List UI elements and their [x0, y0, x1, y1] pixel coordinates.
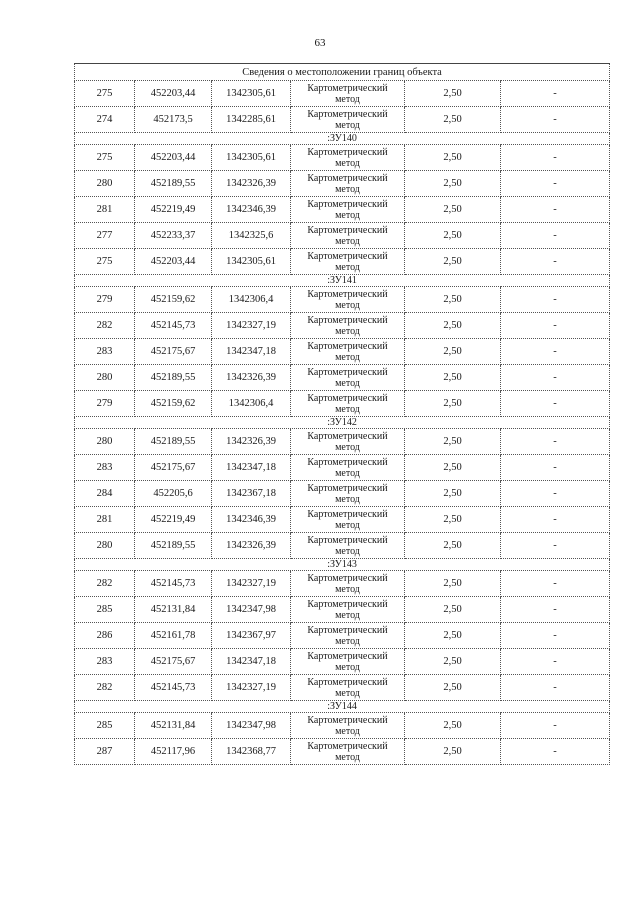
- parcel-header-row: [75, 559, 610, 571]
- table-row: [75, 365, 610, 391]
- point-number: 275: [75, 249, 135, 275]
- table-row: [75, 597, 610, 623]
- method-line-2: метод: [335, 93, 360, 105]
- method-line-2: метод: [335, 261, 360, 273]
- method-line-1: Картометрический: [307, 172, 388, 184]
- determination-method: [291, 287, 405, 313]
- method-line-2: метод: [335, 725, 360, 737]
- determination-method: [291, 339, 405, 365]
- method-line-1: Картометрический: [307, 250, 388, 262]
- table-row: [75, 339, 610, 365]
- method-line-1: Картометрический: [307, 456, 388, 468]
- method-line-2: метод: [335, 467, 360, 479]
- description-cell: -: [501, 107, 610, 133]
- accuracy-value: 2,50: [405, 313, 501, 339]
- point-number: 282: [75, 675, 135, 701]
- coordinate-x: 452131,84: [135, 713, 212, 739]
- method-line-1: Картометрический: [307, 508, 388, 520]
- coordinate-x: 452175,67: [135, 339, 212, 365]
- determination-method: [291, 391, 405, 417]
- description-cell: -: [501, 171, 610, 197]
- coordinate-y: 1342306,4: [212, 391, 291, 417]
- table-row: [75, 145, 610, 171]
- point-number: 275: [75, 145, 135, 171]
- method-line-1: Картометрический: [307, 82, 388, 94]
- determination-method: [291, 571, 405, 597]
- method-line-2: метод: [335, 209, 360, 221]
- description-cell: -: [501, 533, 610, 559]
- determination-method: [291, 455, 405, 481]
- description-cell: -: [501, 391, 610, 417]
- table-row: [75, 455, 610, 481]
- accuracy-value: 2,50: [405, 223, 501, 249]
- method-line-1: Картометрический: [307, 340, 388, 352]
- table-row: [75, 287, 610, 313]
- determination-method: [291, 81, 405, 107]
- parcel-label: :ЗУ142: [75, 417, 610, 429]
- description-cell: -: [501, 623, 610, 649]
- coordinate-x: 452175,67: [135, 455, 212, 481]
- coordinate-x: 452189,55: [135, 365, 212, 391]
- coordinates-table-body: [75, 64, 610, 765]
- parcel-header-row: [75, 133, 610, 145]
- description-cell: -: [501, 571, 610, 597]
- description-cell: -: [501, 81, 610, 107]
- coordinate-y: 1342367,18: [212, 481, 291, 507]
- point-number: 280: [75, 429, 135, 455]
- method-line-2: метод: [335, 351, 360, 363]
- point-number: 275: [75, 81, 135, 107]
- accuracy-value: 2,50: [405, 739, 501, 765]
- method-line-2: метод: [335, 119, 360, 131]
- method-line-1: Картометрический: [307, 224, 388, 236]
- determination-method: [291, 365, 405, 391]
- determination-method: [291, 107, 405, 133]
- description-cell: -: [501, 197, 610, 223]
- method-line-2: метод: [335, 751, 360, 763]
- point-number: 280: [75, 533, 135, 559]
- table-title: Сведения о местоположении границ объекта: [75, 64, 610, 81]
- coordinate-y: 1342305,61: [212, 81, 291, 107]
- description-cell: -: [501, 249, 610, 275]
- parcel-label: :ЗУ141: [75, 275, 610, 287]
- accuracy-value: 2,50: [405, 145, 501, 171]
- coordinate-x: 452205,6: [135, 481, 212, 507]
- accuracy-value: 2,50: [405, 197, 501, 223]
- accuracy-value: 2,50: [405, 107, 501, 133]
- determination-method: [291, 623, 405, 649]
- description-cell: -: [501, 675, 610, 701]
- determination-method: [291, 223, 405, 249]
- table-row: [75, 391, 610, 417]
- coordinate-x: 452175,67: [135, 649, 212, 675]
- accuracy-value: 2,50: [405, 571, 501, 597]
- point-number: 281: [75, 197, 135, 223]
- accuracy-value: 2,50: [405, 339, 501, 365]
- point-number: 277: [75, 223, 135, 249]
- coordinate-x: 452203,44: [135, 145, 212, 171]
- page-number: 63: [314, 37, 326, 49]
- method-line-2: метод: [335, 403, 360, 415]
- point-number: 280: [75, 171, 135, 197]
- point-number: 287: [75, 739, 135, 765]
- point-number: 285: [75, 713, 135, 739]
- description-cell: -: [501, 339, 610, 365]
- accuracy-value: 2,50: [405, 597, 501, 623]
- determination-method: [291, 649, 405, 675]
- description-cell: -: [501, 455, 610, 481]
- method-line-2: метод: [335, 583, 360, 595]
- accuracy-value: 2,50: [405, 623, 501, 649]
- accuracy-value: 2,50: [405, 429, 501, 455]
- accuracy-value: 2,50: [405, 171, 501, 197]
- determination-method: [291, 171, 405, 197]
- coordinate-y: 1342368,77: [212, 739, 291, 765]
- coordinate-x: 452219,49: [135, 507, 212, 533]
- method-line-2: метод: [335, 235, 360, 247]
- coordinate-y: 1342347,18: [212, 649, 291, 675]
- coordinate-x: 452203,44: [135, 81, 212, 107]
- determination-method: [291, 249, 405, 275]
- description-cell: -: [501, 713, 610, 739]
- coordinate-x: 452189,55: [135, 171, 212, 197]
- accuracy-value: 2,50: [405, 675, 501, 701]
- coordinate-x: 452161,78: [135, 623, 212, 649]
- method-line-1: Картометрический: [307, 392, 388, 404]
- accuracy-value: 2,50: [405, 649, 501, 675]
- accuracy-value: 2,50: [405, 481, 501, 507]
- table-row: [75, 429, 610, 455]
- point-number: 283: [75, 455, 135, 481]
- determination-method: [291, 313, 405, 339]
- table-row: [75, 533, 610, 559]
- parcel-header-row: [75, 275, 610, 287]
- coordinate-y: 1342325,6: [212, 223, 291, 249]
- coordinate-x: 452117,96: [135, 739, 212, 765]
- coordinate-y: 1342326,39: [212, 533, 291, 559]
- point-number: 284: [75, 481, 135, 507]
- coordinate-x: 452145,73: [135, 313, 212, 339]
- coordinate-x: 452145,73: [135, 675, 212, 701]
- point-number: 283: [75, 649, 135, 675]
- table-row: [75, 713, 610, 739]
- coordinate-x: 452173,5: [135, 107, 212, 133]
- method-line-1: Картометрический: [307, 650, 388, 662]
- description-cell: -: [501, 313, 610, 339]
- determination-method: [291, 597, 405, 623]
- table-title-row: [75, 64, 610, 81]
- determination-method: [291, 481, 405, 507]
- description-cell: -: [501, 597, 610, 623]
- coordinate-y: 1342367,97: [212, 623, 291, 649]
- point-number: 286: [75, 623, 135, 649]
- accuracy-value: 2,50: [405, 287, 501, 313]
- coordinate-y: 1342326,39: [212, 171, 291, 197]
- point-number: 280: [75, 365, 135, 391]
- table-row: [75, 739, 610, 765]
- method-line-2: метод: [335, 687, 360, 699]
- coordinate-y: 1342327,19: [212, 675, 291, 701]
- accuracy-value: 2,50: [405, 81, 501, 107]
- method-line-1: Картометрический: [307, 288, 388, 300]
- method-line-2: метод: [335, 157, 360, 169]
- accuracy-value: 2,50: [405, 391, 501, 417]
- table-row: [75, 107, 610, 133]
- description-cell: -: [501, 507, 610, 533]
- method-line-1: Картометрический: [307, 624, 388, 636]
- table-row: [75, 197, 610, 223]
- point-number: 281: [75, 507, 135, 533]
- coordinate-y: 1342346,39: [212, 507, 291, 533]
- method-line-2: метод: [335, 441, 360, 453]
- coordinate-y: 1342347,98: [212, 713, 291, 739]
- coordinate-y: 1342347,98: [212, 597, 291, 623]
- coordinate-x: 452131,84: [135, 597, 212, 623]
- coordinate-x: 452233,37: [135, 223, 212, 249]
- table-row: [75, 313, 610, 339]
- method-line-1: Картометрический: [307, 598, 388, 610]
- method-line-1: Картометрический: [307, 198, 388, 210]
- parcel-header-row: [75, 701, 610, 713]
- method-line-2: метод: [335, 299, 360, 311]
- table-row: [75, 171, 610, 197]
- coordinate-x: 452145,73: [135, 571, 212, 597]
- coordinate-y: 1342305,61: [212, 249, 291, 275]
- method-line-2: метод: [335, 635, 360, 647]
- coordinate-y: 1342306,4: [212, 287, 291, 313]
- determination-method: [291, 507, 405, 533]
- accuracy-value: 2,50: [405, 455, 501, 481]
- table-row: [75, 481, 610, 507]
- accuracy-value: 2,50: [405, 365, 501, 391]
- accuracy-value: 2,50: [405, 507, 501, 533]
- point-number: 283: [75, 339, 135, 365]
- coordinate-y: 1342347,18: [212, 455, 291, 481]
- method-line-2: метод: [335, 661, 360, 673]
- coordinates-table: [74, 63, 610, 765]
- method-line-1: Картометрический: [307, 108, 388, 120]
- table-row: [75, 249, 610, 275]
- table-row: [75, 623, 610, 649]
- method-line-1: Картометрический: [307, 366, 388, 378]
- description-cell: -: [501, 649, 610, 675]
- method-line-1: Картометрический: [307, 314, 388, 326]
- coordinate-y: 1342327,19: [212, 571, 291, 597]
- description-cell: -: [501, 739, 610, 765]
- coordinate-x: 452159,62: [135, 287, 212, 313]
- coordinate-x: 452189,55: [135, 533, 212, 559]
- coordinate-x: 452203,44: [135, 249, 212, 275]
- method-line-1: Картометрический: [307, 572, 388, 584]
- table-row: [75, 81, 610, 107]
- accuracy-value: 2,50: [405, 713, 501, 739]
- coordinate-y: 1342305,61: [212, 145, 291, 171]
- description-cell: -: [501, 429, 610, 455]
- method-line-1: Картометрический: [307, 534, 388, 546]
- coordinate-x: 452189,55: [135, 429, 212, 455]
- parcel-label: :ЗУ144: [75, 701, 610, 713]
- accuracy-value: 2,50: [405, 249, 501, 275]
- method-line-1: Картометрический: [307, 146, 388, 158]
- determination-method: [291, 713, 405, 739]
- table-row: [75, 571, 610, 597]
- description-cell: -: [501, 365, 610, 391]
- coordinate-y: 1342326,39: [212, 365, 291, 391]
- coordinate-y: 1342347,18: [212, 339, 291, 365]
- coordinate-x: 452219,49: [135, 197, 212, 223]
- method-line-2: метод: [335, 377, 360, 389]
- point-number: 279: [75, 391, 135, 417]
- determination-method: [291, 429, 405, 455]
- method-line-2: метод: [335, 493, 360, 505]
- parcel-label: :ЗУ143: [75, 559, 610, 571]
- method-line-1: Картометрический: [307, 740, 388, 752]
- method-line-2: метод: [335, 183, 360, 195]
- method-line-2: метод: [335, 545, 360, 557]
- coordinate-y: 1342326,39: [212, 429, 291, 455]
- method-line-1: Картометрический: [307, 714, 388, 726]
- point-number: 274: [75, 107, 135, 133]
- accuracy-value: 2,50: [405, 533, 501, 559]
- table-row: [75, 675, 610, 701]
- method-line-2: метод: [335, 609, 360, 621]
- description-cell: -: [501, 481, 610, 507]
- description-cell: -: [501, 287, 610, 313]
- point-number: 279: [75, 287, 135, 313]
- method-line-1: Картометрический: [307, 676, 388, 688]
- description-cell: -: [501, 223, 610, 249]
- method-line-2: метод: [335, 325, 360, 337]
- method-line-1: Картометрический: [307, 430, 388, 442]
- table-row: [75, 507, 610, 533]
- coordinate-x: 452159,62: [135, 391, 212, 417]
- determination-method: [291, 533, 405, 559]
- coordinate-y: 1342327,19: [212, 313, 291, 339]
- method-line-2: метод: [335, 519, 360, 531]
- point-number: 282: [75, 571, 135, 597]
- table-row: [75, 223, 610, 249]
- table-row: [75, 649, 610, 675]
- coordinate-y: 1342346,39: [212, 197, 291, 223]
- method-line-1: Картометрический: [307, 482, 388, 494]
- determination-method: [291, 197, 405, 223]
- point-number: 285: [75, 597, 135, 623]
- parcel-label: :ЗУ140: [75, 133, 610, 145]
- determination-method: [291, 739, 405, 765]
- determination-method: [291, 675, 405, 701]
- point-number: 282: [75, 313, 135, 339]
- coordinate-y: 1342285,61: [212, 107, 291, 133]
- determination-method: [291, 145, 405, 171]
- parcel-header-row: [75, 417, 610, 429]
- description-cell: -: [501, 145, 610, 171]
